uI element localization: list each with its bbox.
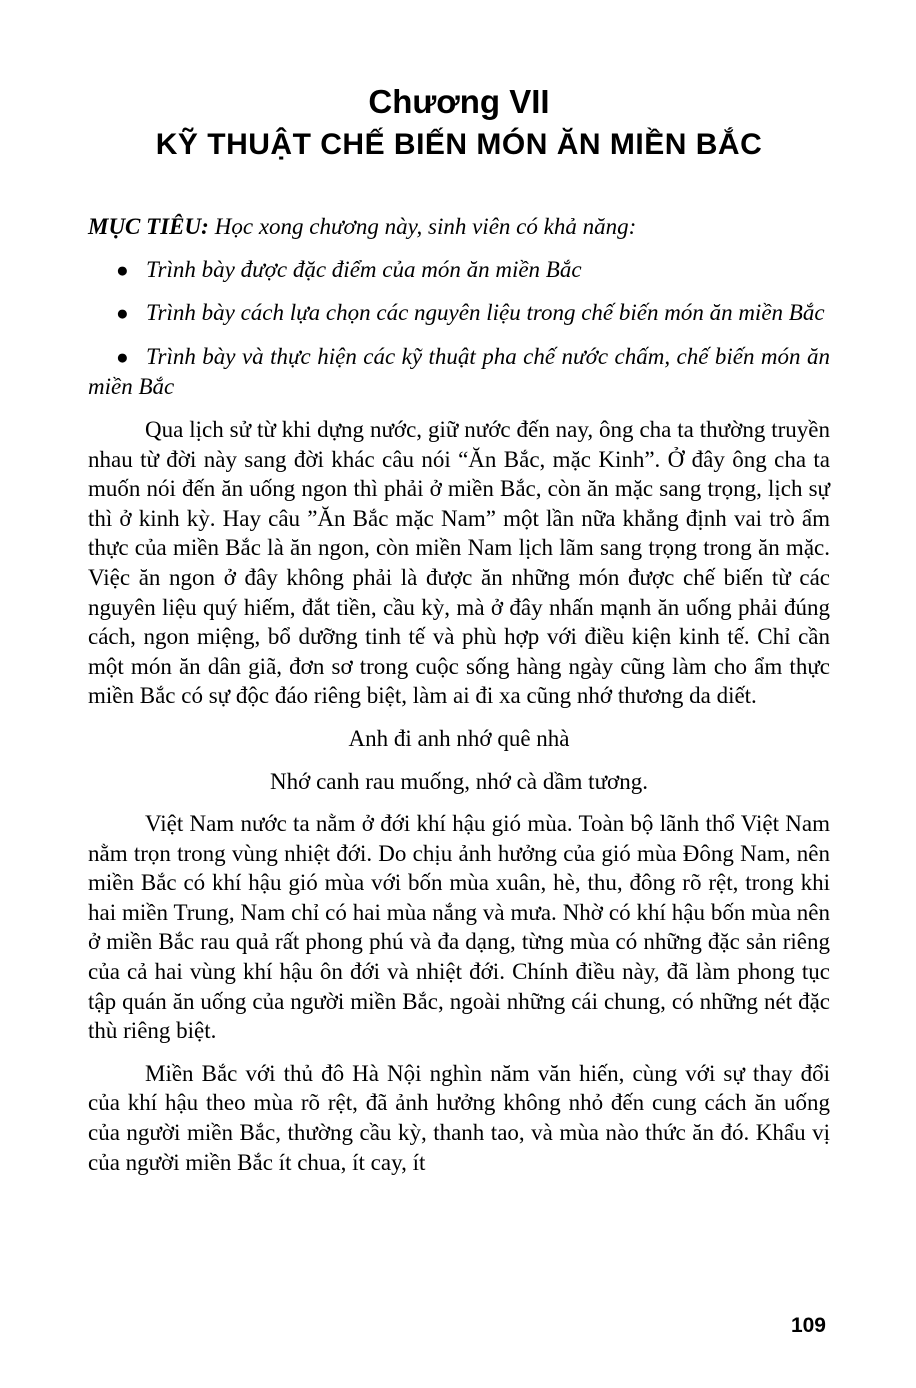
objectives-lead [88, 212, 830, 242]
body-paragraph: Việt Nam nước ta nằm ở đới khí hậu gió mùa. Toàn bộ lãnh thổ Việt Nam nằm trọn trong vùng nhiệt đới. Do chịu ảnh hưởng của gió mùa Đông Nam, nên miền Bắc có khí hậu gió mùa với bốn mùa xuân, hè, thu, đông rõ rệt, trong khi hai miền Trung, Nam chỉ có hai mùa nắng và mưa. Nhờ có khí hậu bốn mùa nên ở miền Bắc rau quả rất phong phú và đa dạng, từng mùa có những đặc sản riêng của cả hai vùng khí hậu ôn đới và nhiệt đới. Chính điều này, đã làm phong tục tập quán ăn uống của người miền Bắc, ngoài những cái chung, có những nét đặc thù riêng biệt. [88, 811, 830, 1044]
verse-line: Nhớ canh rau muống, nhớ cà dầm tương. [270, 768, 648, 794]
objectives-heading: MỤC TIÊU: [88, 214, 209, 239]
bullet-icon: ● [116, 301, 129, 326]
objective-item [88, 255, 830, 286]
bullet-icon: ● [116, 344, 129, 369]
content-area [88, 0, 830, 1177]
bullet-icon: ● [116, 257, 129, 282]
objectives-intro: Học xong chương này, sinh viên có khả năng: [214, 214, 637, 239]
verse-line: Anh đi anh nhớ quê nhà [348, 725, 570, 751]
page-number: 109 [790, 1314, 826, 1337]
body-paragraph: Miền Bắc với thủ đô Hà Nội nghìn năm văn hiến, cùng với sự thay đổi của khí hậu theo mùa rõ rệt, đã ảnh hưởng không nhỏ đến cung cách ăn uống của người miền Bắc, thường cầu kỳ, thanh tao, và mùa nào thức ăn đó. Khẩu vị của người miền Bắc ít chua, ít cay, ít [88, 1060, 830, 1175]
objective-item [88, 342, 830, 402]
objective-item-text: Trình bày được đặc điểm của món ăn miền Bắc [146, 256, 582, 282]
chapter-label: Chương VII [368, 83, 550, 120]
objective-item [88, 298, 830, 329]
chapter-title: KỸ THUẬT CHẾ BIẾN MÓN ĂN MIỀN BẮC [155, 128, 763, 161]
objectives-section [88, 212, 830, 402]
objective-item-text: Trình bày cách lựa chọn các nguyên liệu trong chế biến món ăn miền Bắc [146, 300, 825, 326]
objective-item-text: Trình bày và thực hiện các kỹ thuật pha chế nước chấm, chế biến món ăn miền Bắc [88, 343, 830, 400]
body-paragraph: Qua lịch sử từ khi dựng nước, giữ nước đến nay, ông cha ta thường truyền nhau từ đời này sang đời khác câu nói “Ăn Bắc, mặc Kinh”. Ở đây ông cha ta muốn nói đến ăn uống ngon thì phải ở miền Bắc, còn ăn mặc sang trọng, lịch sự thì ở kinh kỳ. Hay câu ”Ăn Bắc mặc Nam” một lần nữa khẳng định vai trò ẩm thực của miền Bắc là ăn ngon, còn miền Nam lịch lãm sang trọng trong ăn mặc. Việc ăn ngon ở đây không phải là được ăn những món được chế biến từ các nguyên liệu quý hiếm, đắt tiền, cầu kỳ, mà ở đây nhấn mạnh ăn uống phải đúng cách, ngon miệng, bổ dưỡng tinh tế và phù hợp với điều kiện kinh tế. Chỉ cần một món ăn dân giã, đơn sơ trong cuộc sống hàng ngày cũng làm cho ẩm thực miền Bắc có sự độc đáo riêng biệt, làm ai đi xa cũng nhớ thương da diết. [88, 416, 830, 709]
